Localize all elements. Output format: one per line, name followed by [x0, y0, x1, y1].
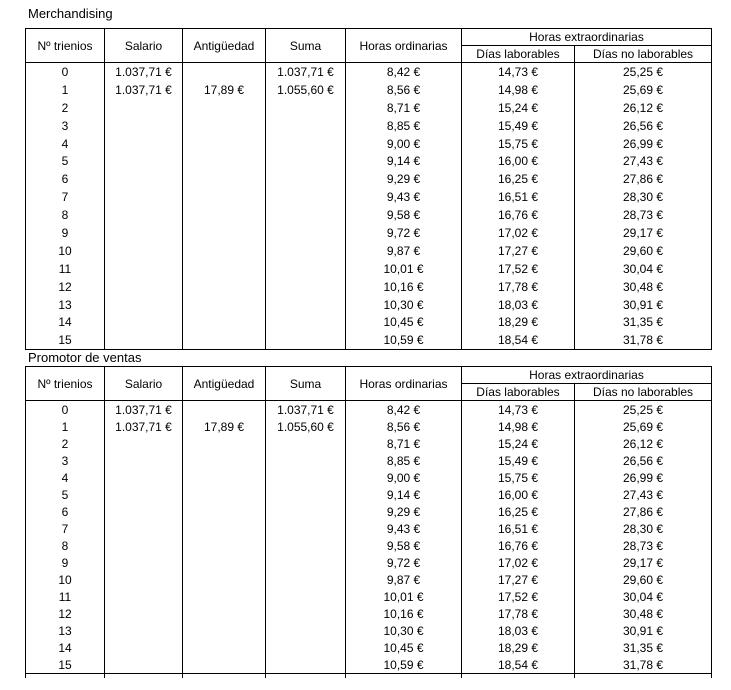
table-cell: 25,25 €: [575, 63, 712, 81]
table-cell: [105, 435, 183, 452]
table-cell: 16,00 €: [462, 486, 575, 503]
table-cell: 3: [26, 452, 105, 469]
table-cell: 15,24 €: [462, 99, 575, 117]
table-cell: 1.037,71 €: [266, 401, 346, 419]
table-cell: 15,75 €: [462, 469, 575, 486]
table-cell: [183, 401, 266, 419]
table-cell: 1.037,71 €: [105, 63, 183, 81]
table-cell: [183, 188, 266, 206]
table-cell: 18,03 €: [462, 296, 575, 314]
table-cell: 31,35 €: [575, 639, 712, 656]
table-cell: [105, 588, 183, 605]
table-cell: 1.037,71 €: [105, 418, 183, 435]
table-cell: [105, 260, 183, 278]
table-cell: 14,73 €: [462, 401, 575, 419]
table-cell: [266, 313, 346, 331]
table-cell: [266, 469, 346, 486]
merchandising-table: [25, 28, 712, 350]
table-cell: 9,72 €: [346, 554, 462, 571]
column-header-suma: Suma: [266, 29, 346, 63]
table-cell: 12: [26, 605, 105, 622]
table-cell: 0: [26, 63, 105, 81]
table-cell: 17,89 €: [183, 418, 266, 435]
column-header-horas-ordinarias: Horas ordinarias: [346, 367, 462, 401]
table-cell: [183, 331, 266, 349]
table-cell: 9,14 €: [346, 152, 462, 170]
table-cell: [183, 170, 266, 188]
table-cell: 8,56 €: [346, 81, 462, 99]
table-cell: 15,49 €: [462, 452, 575, 469]
table-cell: [105, 486, 183, 503]
table-cell: 30,04 €: [575, 260, 712, 278]
table-cell: 29,60 €: [575, 571, 712, 588]
table-cell: [183, 278, 266, 296]
table-row: [26, 313, 712, 331]
table-row: [26, 401, 712, 419]
table-row: [26, 418, 712, 435]
table-cell: 29,17 €: [575, 554, 712, 571]
table-cell: [183, 656, 266, 674]
table-cell: 25,69 €: [575, 418, 712, 435]
table-cell: 31,78 €: [575, 656, 712, 674]
table-cell: 15: [26, 331, 105, 349]
column-header-suma: Suma: [266, 367, 346, 401]
column-header-horas-ordinarias: Horas ordinarias: [346, 29, 462, 63]
table-cell: 6: [26, 503, 105, 520]
table-cell: [183, 520, 266, 537]
table-cell: 3: [26, 117, 105, 135]
table-cell: 17,89 €: [183, 81, 266, 99]
table-cell: 17,78 €: [462, 278, 575, 296]
section-title-merchandising: Merchandising: [28, 6, 113, 21]
table-cell: 28,73 €: [575, 537, 712, 554]
table-row: [26, 435, 712, 452]
table-row: [26, 81, 712, 99]
table-cell: 14,98 €: [462, 81, 575, 99]
table-cell: [183, 63, 266, 81]
table-row: [26, 469, 712, 486]
table-cell: [105, 639, 183, 656]
table-row: [26, 588, 712, 605]
table-cell: 10,16 €: [346, 605, 462, 622]
table-cell: 17,78 €: [462, 605, 575, 622]
table-cell: 9,00 €: [346, 469, 462, 486]
table-cell: 26,12 €: [575, 435, 712, 452]
table-cell: [183, 135, 266, 153]
table-cell: [266, 331, 346, 349]
table-cell: [183, 206, 266, 224]
table-cell: 17,02 €: [462, 224, 575, 242]
table-cell: 17,52 €: [462, 260, 575, 278]
table-cell: 1.037,71 €: [105, 81, 183, 99]
column-header-antiguedad: Antigüedad: [183, 29, 266, 63]
table-cell: [266, 554, 346, 571]
cutoff-next-table-fragment: [25, 673, 712, 678]
table-cell: [266, 656, 346, 674]
table-cell: 11: [26, 260, 105, 278]
table-cell: [105, 99, 183, 117]
table-cell: [183, 486, 266, 503]
column-group-horas-extraordinarias: Horas extraordinarias: [462, 29, 712, 46]
table-cell: [183, 117, 266, 135]
table-cell: 25,25 €: [575, 401, 712, 419]
table-row: [26, 206, 712, 224]
table-cell: 1.037,71 €: [266, 63, 346, 81]
table-cell: 10: [26, 571, 105, 588]
table-cell: 1.055,60 €: [266, 418, 346, 435]
table-cell: [105, 503, 183, 520]
table-cell: 1.055,60 €: [266, 81, 346, 99]
table-row: [26, 296, 712, 314]
table-cell: 27,86 €: [575, 170, 712, 188]
table-cell: 17,27 €: [462, 571, 575, 588]
table-cell: 18,03 €: [462, 622, 575, 639]
table-cell: 27,86 €: [575, 503, 712, 520]
table-cell: 18,29 €: [462, 313, 575, 331]
table-cell: 5: [26, 152, 105, 170]
table-cell: 16,25 €: [462, 503, 575, 520]
table-row: [26, 117, 712, 135]
table-cell: [105, 469, 183, 486]
table-cell: [266, 605, 346, 622]
table-cell: 16,76 €: [462, 537, 575, 554]
table-cell: 16,51 €: [462, 188, 575, 206]
table-cell: 30,91 €: [575, 296, 712, 314]
table-cell: 30,48 €: [575, 605, 712, 622]
table-cell: [105, 554, 183, 571]
table-cell: [105, 571, 183, 588]
table-cell: [266, 135, 346, 153]
table-cell: 4: [26, 135, 105, 153]
table-cell: [105, 605, 183, 622]
table-cell: 17,52 €: [462, 588, 575, 605]
table-cell: 26,99 €: [575, 469, 712, 486]
table-cell: [183, 99, 266, 117]
table-cell: 30,04 €: [575, 588, 712, 605]
table-cell: 15,49 €: [462, 117, 575, 135]
table-cell: 8,71 €: [346, 435, 462, 452]
column-header-dias-no-laborables: Días no laborables: [575, 384, 712, 401]
table-cell: [183, 224, 266, 242]
table-cell: 8,56 €: [346, 418, 462, 435]
table-cell: 8,42 €: [346, 63, 462, 81]
table-cell: 10,45 €: [346, 313, 462, 331]
table-row: [26, 224, 712, 242]
table-cell: 6: [26, 170, 105, 188]
table-cell: [105, 452, 183, 469]
table-cell: 8,42 €: [346, 401, 462, 419]
table-cell: [266, 520, 346, 537]
table-cell: 29,60 €: [575, 242, 712, 260]
table-cell: 13: [26, 622, 105, 639]
table-cell: [183, 260, 266, 278]
table-row: [26, 188, 712, 206]
table-cell: [183, 503, 266, 520]
table-cell: [266, 452, 346, 469]
table-cell: [266, 170, 346, 188]
table-cell: 18,29 €: [462, 639, 575, 656]
table-cell: 31,35 €: [575, 313, 712, 331]
table-cell: 28,73 €: [575, 206, 712, 224]
table-cell: 17,27 €: [462, 242, 575, 260]
table-cell: 10,45 €: [346, 639, 462, 656]
table-cell: 7: [26, 520, 105, 537]
table-cell: [105, 170, 183, 188]
table-cell: 5: [26, 486, 105, 503]
table-cell: 9,00 €: [346, 135, 462, 153]
table-cell: [105, 152, 183, 170]
table-cell: [105, 313, 183, 331]
table-row: [26, 170, 712, 188]
table-cell: 2: [26, 435, 105, 452]
table-cell: [105, 656, 183, 674]
table-cell: 0: [26, 401, 105, 419]
table-cell: 29,17 €: [575, 224, 712, 242]
table-cell: [266, 117, 346, 135]
column-header-salario: Salario: [105, 29, 183, 63]
table-cell: [183, 469, 266, 486]
table-cell: 10,01 €: [346, 588, 462, 605]
table-cell: 8,85 €: [346, 117, 462, 135]
table-cell: 4: [26, 469, 105, 486]
table-cell: [183, 537, 266, 554]
table-row: [26, 554, 712, 571]
table-cell: [266, 588, 346, 605]
table-cell: 14,98 €: [462, 418, 575, 435]
table-cell: 15,75 €: [462, 135, 575, 153]
table-body: [26, 401, 712, 674]
table-row: [26, 135, 712, 153]
table-cell: 2: [26, 99, 105, 117]
table-cell: [266, 503, 346, 520]
table-header: [26, 367, 712, 401]
table-cell: 8: [26, 206, 105, 224]
table-cell: 26,56 €: [575, 452, 712, 469]
table-cell: 8: [26, 537, 105, 554]
table-cell: [266, 206, 346, 224]
table-row: [26, 99, 712, 117]
table-cell: [183, 242, 266, 260]
table-row: [26, 622, 712, 639]
table-cell: [266, 278, 346, 296]
table-cell: 13: [26, 296, 105, 314]
table-cell: 30,91 €: [575, 622, 712, 639]
table-row: [26, 639, 712, 656]
table-cell: 10: [26, 242, 105, 260]
table-body: [26, 63, 712, 350]
table-cell: [266, 99, 346, 117]
table-cell: 9,14 €: [346, 486, 462, 503]
table-cell: 27,43 €: [575, 486, 712, 503]
table-cell: [183, 605, 266, 622]
table-cell: [105, 242, 183, 260]
table-header: [26, 29, 712, 63]
table-cell: [266, 152, 346, 170]
table-cell: 28,30 €: [575, 188, 712, 206]
table-row: [26, 520, 712, 537]
table-cell: 8,71 €: [346, 99, 462, 117]
table-row: [26, 331, 712, 349]
table-cell: 15: [26, 656, 105, 674]
table-cell: 16,76 €: [462, 206, 575, 224]
table-cell: [105, 520, 183, 537]
table-row: [26, 571, 712, 588]
table-cell: 12: [26, 278, 105, 296]
table-cell: [183, 571, 266, 588]
table-cell: 9,43 €: [346, 188, 462, 206]
table-cell: 9,43 €: [346, 520, 462, 537]
table-cell: 30,48 €: [575, 278, 712, 296]
table-cell: 10,30 €: [346, 622, 462, 639]
table-cell: [105, 206, 183, 224]
table-cell: 16,51 €: [462, 520, 575, 537]
table-cell: 1.037,71 €: [105, 401, 183, 419]
table-cell: [105, 331, 183, 349]
table-cell: [183, 152, 266, 170]
table-cell: [266, 224, 346, 242]
table-cell: 14,73 €: [462, 63, 575, 81]
table-row: [26, 503, 712, 520]
table-row: [26, 278, 712, 296]
column-header-antiguedad: Antigüedad: [183, 367, 266, 401]
table-cell: 8,85 €: [346, 452, 462, 469]
table-row: [26, 152, 712, 170]
table-cell: [266, 435, 346, 452]
table-row: [26, 63, 712, 81]
column-header-dias-laborables: Días laborables: [462, 384, 575, 401]
table-cell: [183, 452, 266, 469]
table-cell: [266, 537, 346, 554]
table-cell: [266, 622, 346, 639]
table-cell: 26,12 €: [575, 99, 712, 117]
table-cell: 11: [26, 588, 105, 605]
table-cell: 27,43 €: [575, 152, 712, 170]
column-header-dias-no-laborables: Días no laborables: [575, 46, 712, 63]
column-header-dias-laborables: Días laborables: [462, 46, 575, 63]
table-cell: [183, 639, 266, 656]
table-row: [26, 486, 712, 503]
table-cell: [183, 588, 266, 605]
table-cell: 14: [26, 639, 105, 656]
table-cell: 16,00 €: [462, 152, 575, 170]
table-cell: [105, 296, 183, 314]
table-cell: 25,69 €: [575, 81, 712, 99]
table-cell: [266, 571, 346, 588]
table-cell: 10,30 €: [346, 296, 462, 314]
table-cell: 9: [26, 554, 105, 571]
table-cell: 10,01 €: [346, 260, 462, 278]
table-cell: 14: [26, 313, 105, 331]
table-cell: 1: [26, 418, 105, 435]
table-cell: 10,59 €: [346, 656, 462, 674]
table-cell: [183, 313, 266, 331]
table-cell: [183, 435, 266, 452]
table-cell: 9,58 €: [346, 537, 462, 554]
table-cell: 10,59 €: [346, 331, 462, 349]
table-cell: [266, 242, 346, 260]
table-row: [26, 452, 712, 469]
table-cell: 9: [26, 224, 105, 242]
column-header-trienios: Nº trienios: [26, 29, 105, 63]
table-row: [26, 605, 712, 622]
table-cell: 31,78 €: [575, 331, 712, 349]
table-cell: [183, 622, 266, 639]
table-cell: [266, 296, 346, 314]
table-cell: [105, 278, 183, 296]
table-cell: 16,25 €: [462, 170, 575, 188]
table-cell: 26,56 €: [575, 117, 712, 135]
table-cell: 17,02 €: [462, 554, 575, 571]
table-cell: 18,54 €: [462, 656, 575, 674]
table-cell: 15,24 €: [462, 435, 575, 452]
table-cell: [266, 188, 346, 206]
table-cell: 9,58 €: [346, 206, 462, 224]
section-title-promotor-de-ventas: Promotor de ventas: [28, 350, 142, 365]
table-cell: 9,29 €: [346, 503, 462, 520]
table-cell: 26,99 €: [575, 135, 712, 153]
table-cell: 9,29 €: [346, 170, 462, 188]
table-cell: [105, 622, 183, 639]
table-cell: [266, 486, 346, 503]
table-cell: 9,72 €: [346, 224, 462, 242]
table-row: [26, 537, 712, 554]
table-cell: 1: [26, 81, 105, 99]
table-cell: 9,87 €: [346, 571, 462, 588]
table-cell: [183, 296, 266, 314]
table-cell: [105, 188, 183, 206]
table-cell: [183, 554, 266, 571]
column-group-horas-extraordinarias: Horas extraordinarias: [462, 367, 712, 384]
table-cell: 28,30 €: [575, 520, 712, 537]
table-cell: [105, 224, 183, 242]
column-header-salario: Salario: [105, 367, 183, 401]
table-cell: [266, 639, 346, 656]
table-row: [26, 656, 712, 674]
table-cell: [105, 117, 183, 135]
column-header-trienios: Nº trienios: [26, 367, 105, 401]
table-cell: [266, 260, 346, 278]
table-row: [26, 242, 712, 260]
table-cell: [105, 135, 183, 153]
table-cell: [105, 537, 183, 554]
table-cell: 10,16 €: [346, 278, 462, 296]
table-cell: 18,54 €: [462, 331, 575, 349]
table-cell: 7: [26, 188, 105, 206]
table-cell: 9,87 €: [346, 242, 462, 260]
promotor-de-ventas-table: [25, 366, 712, 674]
table-row: [26, 260, 712, 278]
